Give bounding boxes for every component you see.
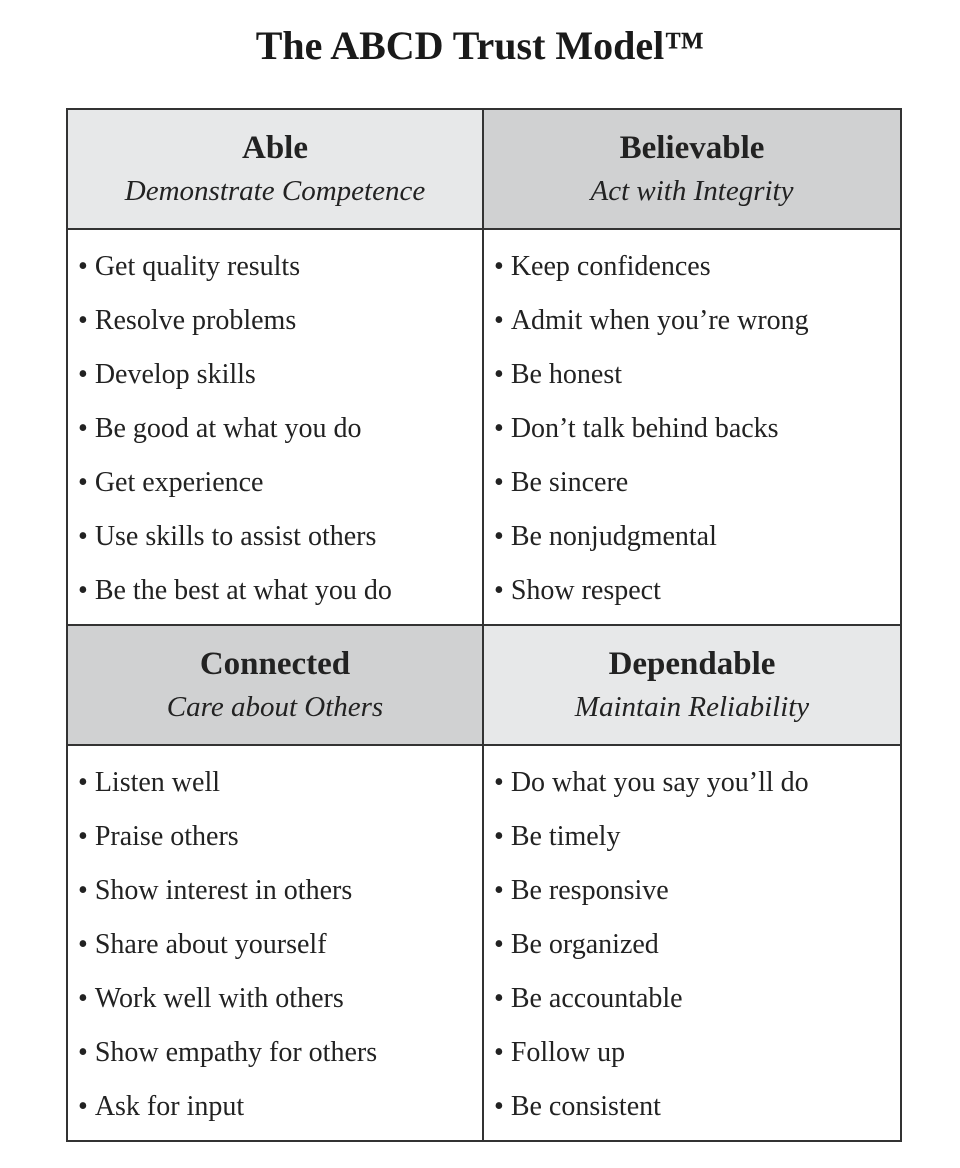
dependable-list-cell [484,746,900,1142]
bullet-icon: • [78,1037,88,1068]
list-item [78,294,482,348]
list-item [78,1080,482,1134]
connected-header [68,626,484,746]
believable-list-cell [484,230,900,626]
list-item-label: Show respect [510,575,661,606]
list-item-label: Listen well [94,767,221,798]
list-item [78,564,482,618]
bullet-icon: • [78,929,88,960]
list-item [78,402,482,456]
bullet-icon: • [494,521,504,552]
list-item [78,864,482,918]
list-item-label: Do what you say you’ll do [510,767,809,798]
able-list-cell [68,230,484,626]
bullet-icon: • [494,575,504,606]
list-item-label: Praise others [94,821,239,852]
connected-title: Connected [199,646,351,682]
list-item-label: Ask for input [94,1091,245,1122]
list-item-label: Be timely [510,821,621,852]
bullet-icon: • [78,1091,88,1122]
able-list [68,230,482,618]
connected-list [68,746,482,1134]
able-subtitle: Demonstrate Competence [124,175,426,207]
list-item [494,294,900,348]
list-item [494,456,900,510]
list-item [494,564,900,618]
list-item [494,972,900,1026]
list-item [494,510,900,564]
list-item-label: Don’t talk behind backs [510,413,779,444]
list-item [78,240,482,294]
connected-subtitle: Care about Others [166,691,384,723]
list-item [494,864,900,918]
list-item [494,810,900,864]
bullet-icon: • [494,359,504,390]
list-item-label: Be consistent [510,1091,661,1122]
list-item [78,918,482,972]
list-item-label: Admit when you’re wrong [510,305,809,336]
bullet-icon: • [494,251,504,282]
list-item [78,348,482,402]
believable-subtitle: Act with Integrity [590,175,794,207]
list-item-label: Use skills to assist others [94,521,377,552]
bullet-icon: • [78,521,88,552]
bullet-icon: • [78,821,88,852]
bullet-icon: • [78,575,88,606]
bullet-icon: • [78,359,88,390]
list-item-label: Follow up [510,1037,626,1068]
bullet-icon: • [494,821,504,852]
list-item-label: Be accountable [510,983,683,1014]
list-item [78,510,482,564]
list-item-label: Work well with others [94,983,344,1014]
list-item [494,1026,900,1080]
bullet-icon: • [78,875,88,906]
dependable-header [484,626,900,746]
list-item-label: Get quality results [94,251,301,282]
able-header [68,110,484,230]
bullet-icon: • [494,983,504,1014]
list-item-label: Be honest [510,359,623,390]
list-item-label: Resolve problems [94,305,297,336]
list-item-label: Get experience [94,467,264,498]
bullet-icon: • [494,1037,504,1068]
dependable-subtitle: Maintain Reliability [574,691,810,723]
list-item [78,972,482,1026]
list-item [78,756,482,810]
list-item [78,1026,482,1080]
bullet-icon: • [494,305,504,336]
list-item-label: Be responsive [510,875,669,906]
list-item-label: Be nonjudgmental [510,521,717,552]
bullet-icon: • [78,251,88,282]
bullet-icon: • [494,467,504,498]
list-item-label: Be good at what you do [94,413,362,444]
bullet-icon: • [78,767,88,798]
list-item [78,456,482,510]
list-item [494,918,900,972]
list-item-label: Show interest in others [94,875,353,906]
believable-title: Believable [619,130,765,166]
list-item-label: Share about yourself [94,929,327,960]
bullet-icon: • [494,875,504,906]
dependable-list [484,746,900,1134]
list-item [494,402,900,456]
list-item [78,810,482,864]
list-item-label: Be organized [510,929,659,960]
believable-header [484,110,900,230]
list-item [494,348,900,402]
able-title: Able [242,130,308,166]
dependable-title: Dependable [608,646,776,682]
list-item-label: Develop skills [94,359,256,390]
believable-list [484,230,900,618]
bullet-icon: • [78,305,88,336]
list-item-label: Be sincere [510,467,629,498]
page-title: The ABCD Trust Model™ [255,23,705,68]
trust-model-table [66,108,902,1142]
list-item-label: Be the best at what you do [94,575,392,606]
bullet-icon: • [78,467,88,498]
bullet-icon: • [494,929,504,960]
list-item-label: Keep confidences [510,251,711,282]
bullet-icon: • [78,413,88,444]
connected-list-cell [68,746,484,1142]
list-item [494,240,900,294]
bullet-icon: • [78,983,88,1014]
list-item-label: Show empathy for others [94,1037,378,1068]
list-item [494,1080,900,1134]
bullet-icon: • [494,767,504,798]
bullet-icon: • [494,1091,504,1122]
list-item [494,756,900,810]
bullet-icon: • [494,413,504,444]
